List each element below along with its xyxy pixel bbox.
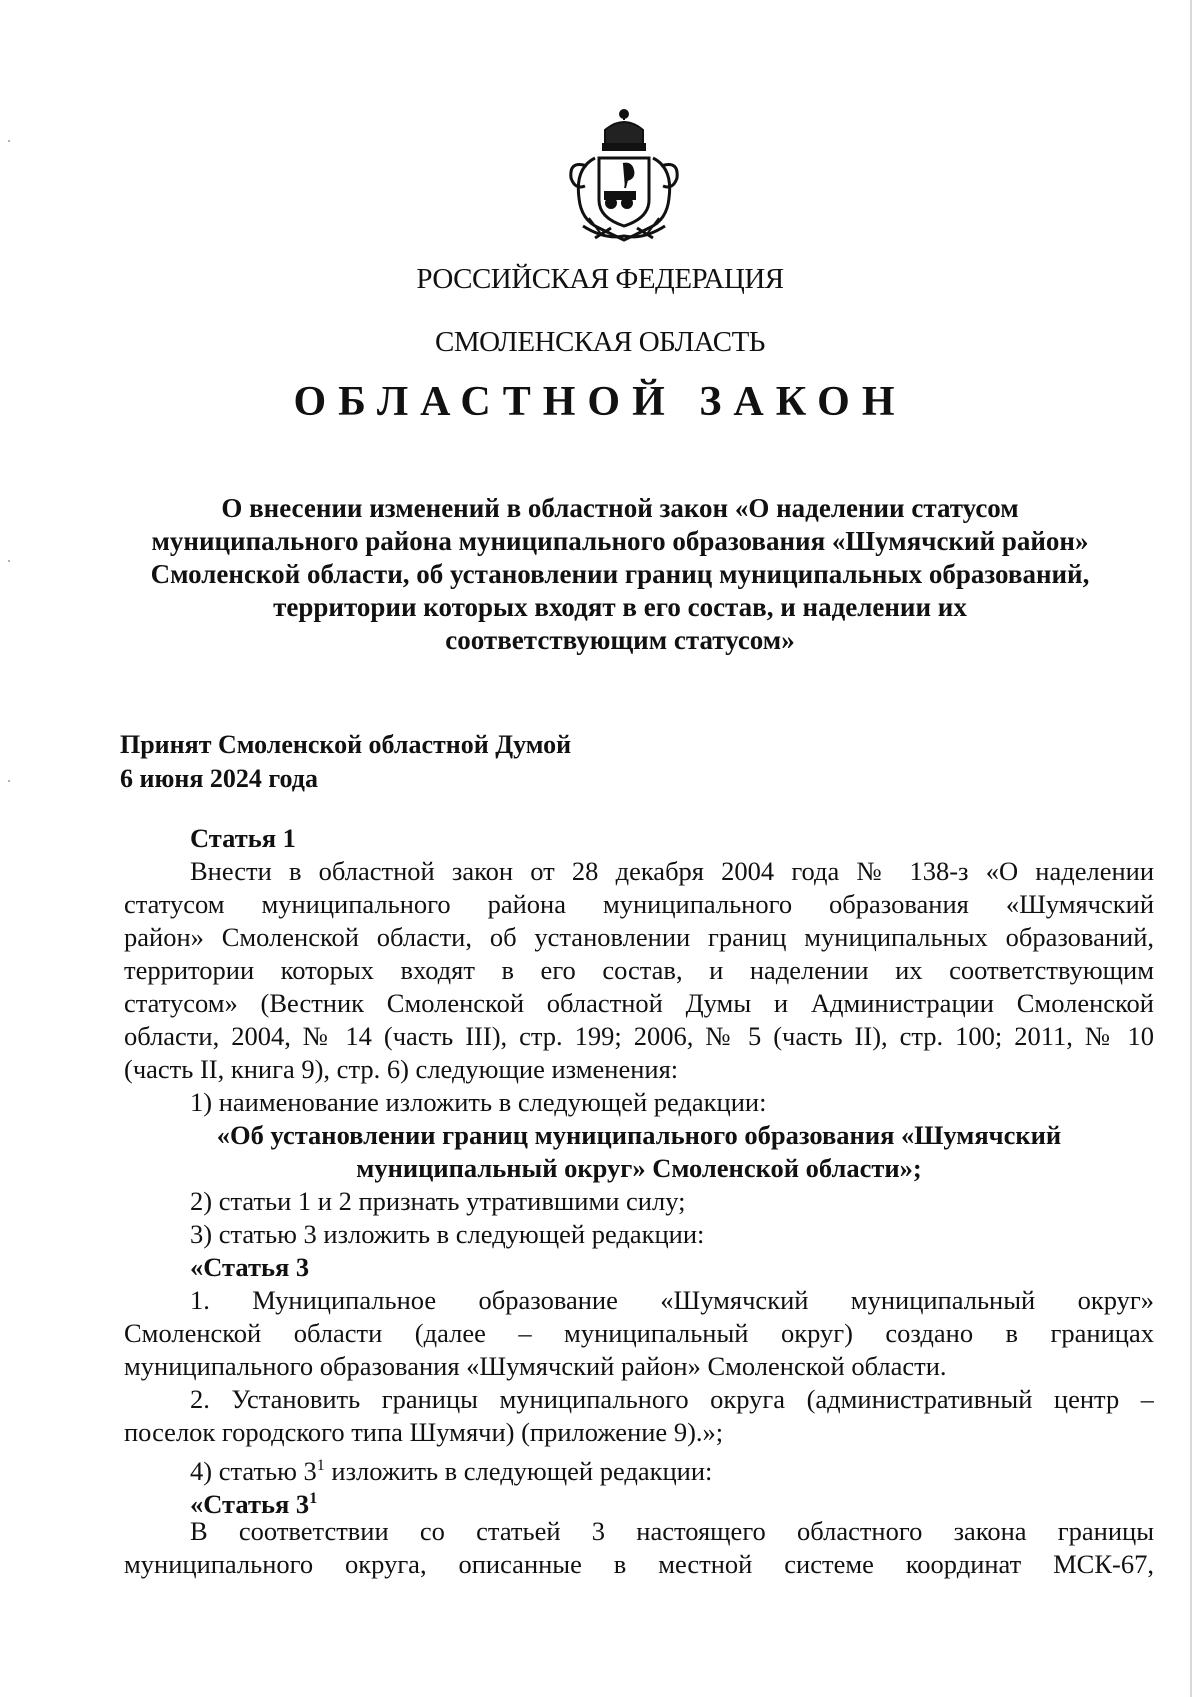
title-line: муниципального района муниципального образования «Шумячский район» bbox=[151, 526, 1089, 556]
article-text-line: территории которых входят в его состав, и наделении их соответствующим bbox=[124, 955, 1154, 985]
superscript: 1 bbox=[316, 1457, 325, 1474]
amendment-item bbox=[124, 1449, 1154, 1486]
title-line: территории которых входят в его состав, и наделении их bbox=[273, 592, 967, 622]
article-text-line: район» Смоленской области, об установлении границ муниципальных образований, bbox=[124, 922, 1154, 952]
scan-dot bbox=[8, 140, 10, 142]
coat-of-arms-emblem bbox=[565, 108, 683, 248]
article-text-line: муниципального образования «Шумячский район» Смоленской области. bbox=[124, 1351, 947, 1381]
article-text-line: поселок городского типа Шумячи) (приложение 9).»; bbox=[124, 1417, 724, 1447]
new-name-line: «Об установлении границ муниципального образования «Шумячский bbox=[216, 1120, 1062, 1150]
article-text-line: 2. Установить границы муниципального округа (административный центр – bbox=[190, 1384, 1154, 1414]
article-text-line: Смоленской области (далее – муниципальный округ) создано в границах bbox=[124, 1318, 1154, 1348]
title-line: О внесении изменений в областной закон «О наделении статусом bbox=[221, 493, 1019, 523]
document-type-heading: ОБЛАСТНОЙ ЗАКОН bbox=[293, 379, 907, 425]
amendment-item: 1) наименование изложить в следующей редакции: bbox=[190, 1087, 767, 1117]
article-1-body bbox=[124, 822, 1154, 1581]
article-3-1-heading bbox=[124, 1482, 1154, 1519]
country-name: РОССИЙСКАЯ ФЕДЕРАЦИЯ bbox=[416, 263, 784, 295]
article-text-line: 1. Муниципальное образование «Шумячский муниципальный округ» bbox=[190, 1285, 1154, 1315]
law-title bbox=[120, 492, 1120, 657]
amendment-item-text: 4) статью 3 bbox=[190, 1456, 317, 1486]
heading-text: «Статья 3 bbox=[190, 1489, 310, 1519]
title-line: Смоленской области, об установлении границ муниципальных образований, bbox=[150, 559, 1090, 589]
new-name-line: муниципальный округ» Смоленской области»; bbox=[356, 1153, 922, 1183]
article-text-line: муниципального округа, описанные в местной системе координат МСК-67, bbox=[124, 1549, 1154, 1579]
article-text-line: статусом муниципального района муниципального образования «Шумячский bbox=[124, 889, 1154, 919]
title-line: соответствующим статусом» bbox=[445, 625, 795, 655]
article-heading: Статья 1 bbox=[190, 823, 296, 853]
amendment-item-text: изложить в следующей редакции: bbox=[324, 1456, 713, 1486]
scan-dot bbox=[8, 780, 10, 782]
scan-dot bbox=[8, 560, 10, 562]
amendment-item: 3) статью 3 изложить в следующей редакции: bbox=[190, 1219, 705, 1249]
article-text-line: области, 2004, № 14 (часть III), стр. 199; 2006, № 5 (часть II), стр. 100; 2011, № 10 bbox=[124, 1021, 1154, 1051]
article-text-line: (часть II, книга 9), стр. 6) следующие изменения: bbox=[124, 1054, 679, 1084]
article-text-line: статусом» (Вестник Смоленской областной Думы и Администрации Смоленской bbox=[124, 988, 1154, 1018]
article-text-line: В соответствии со статьей 3 настоящего областного закона границы bbox=[190, 1516, 1154, 1546]
superscript: 1 bbox=[309, 1490, 318, 1507]
page-edge-shadow bbox=[1190, 0, 1192, 1697]
region-name: СМОЛЕНСКАЯ ОБЛАСТЬ bbox=[435, 326, 765, 358]
article-3-heading: «Статья 3 bbox=[190, 1252, 310, 1282]
adopted-date: 6 июня 2024 года bbox=[120, 764, 318, 793]
amendment-item: 2) статьи 1 и 2 признать утратившими силу; bbox=[190, 1186, 686, 1216]
adopted-by: Принят Смоленской областной Думой bbox=[120, 730, 572, 759]
adoption-block bbox=[120, 728, 571, 796]
article-text-line: Внести в областной закон от 28 декабря 2004 года № 138-з «О наделении bbox=[190, 856, 1154, 886]
